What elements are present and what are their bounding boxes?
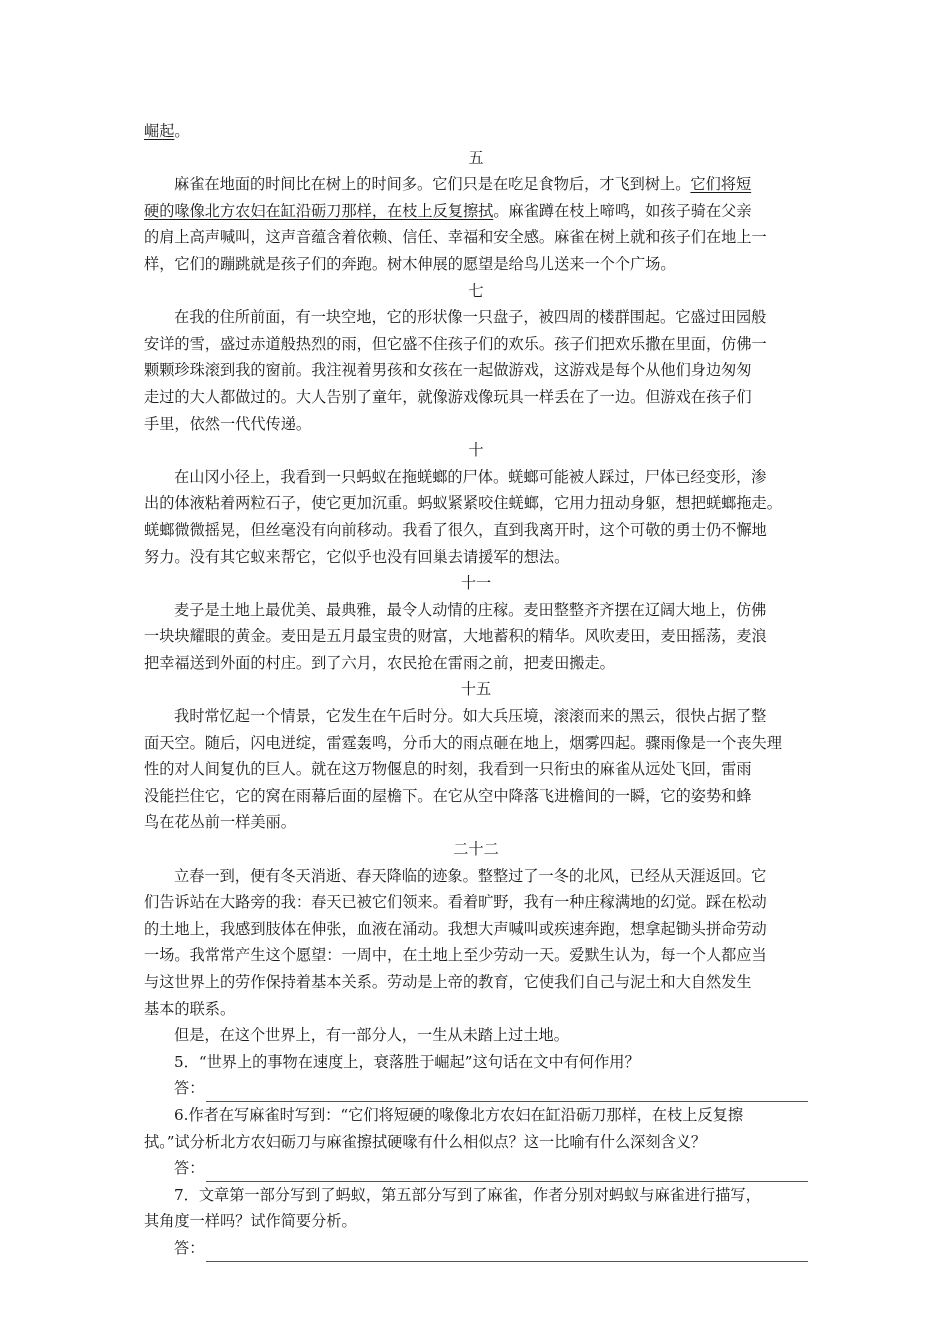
question-text: 其角度一样吗？试作简要分析。	[144, 1212, 357, 1231]
question-text: 5．“世界上的事物在速度上，衰落胜于崛起”这句话在文中有何作用？	[174, 1052, 640, 1071]
underlined-sentence: 它们将短	[690, 175, 752, 194]
answer-blank-line[interactable]	[206, 1244, 808, 1262]
closing-paragraph: 但是，在这个世界上，有一部分人，一生从未踏上过土地。	[174, 1026, 569, 1045]
answer-field[interactable]	[144, 1235, 808, 1262]
answer-field[interactable]	[144, 1075, 808, 1102]
answer-field[interactable]	[144, 1155, 808, 1182]
answer-blank-line[interactable]	[206, 1084, 808, 1102]
question-text: 7．文章第一部分写到了蚂蚁，第五部分写到了麻雀，作者分别对蚂蚁与麻雀进行描写，	[174, 1185, 761, 1204]
section-heading-7: 七	[468, 281, 484, 300]
section-22-paragraph: 立春一到，便有冬天消逝、春天降临的迹象。整整过了一冬的北风，已经从天涯返回。它 们告诉站在大路旁的我：春天已被它们领来。看着旷野，我有一种庄稼满地的幻觉。踩在松动 的土地上，我感到肢体在伸张，血液在涌动。我想大声喊叫或疾速奔跑，想拿起锄头拼命劳动 一场。我常常产生这个愿望：一周中，在土地上至少劳动一天。爱默生认为，每一个人都应当 与这世界上的劳作保持着基本关系。劳动是上帝的教育，它使我们自己与泥土和大自然发生 基本的联系。	[144, 866, 767, 1018]
question-text: 6.作者在写麻雀时写到：“它们将短硬的喙像北方农妇在缸沿砺刀那样，在枝上反复擦	[174, 1105, 744, 1124]
section-15-paragraph: 我时常忆起一个情景，它发生在午后时分。如大兵压境，滚滚而来的黑云，很快占据了整 面天空。随后，闪电迸绽，雷霆轰鸣，分币大的雨点砸在地上，烟雾四起。骤雨像是一个丧失理 性的对人间复仇的巨人。就在这万物偃息的时刻，我看到一只衔虫的麻雀从远处飞回，雷雨 没能拦住它，它的窝在雨幕后面的屋檐下。在它从空中降落飞进檐间的一瞬，它的姿势和蜂 鸟在花丛前一样美丽。	[144, 707, 782, 832]
underlined-word: 崛起	[144, 122, 175, 140]
answer-label: 答：	[174, 1079, 205, 1098]
section-heading-10: 十	[468, 441, 484, 460]
section-11-paragraph: 麦子是土地上最优美、最典雅，最令人动情的庄稼。麦田整整齐齐摆在辽阔大地上，仿佛 一块块耀眼的黄金。麦田是五月最宝贵的财富，大地蓄积的精华。风吹麦田，麦田摇荡，麦浪 把幸福送到外面的村庄。到了六月，农民抢在雷雨之前，把麦田搬走。	[144, 600, 767, 672]
answer-label: 答：	[174, 1159, 205, 1178]
answer-label: 答：	[174, 1238, 205, 1257]
section-10-paragraph: 在山冈小径上，我看到一只蚂蚁在拖蜣螂的尸体。蜣螂可能被人踩过，尸体已经变形，渗 出的体液粘着两粒石子，使它更加沉重。蚂蚁紧紧咬住蜣螂，它用力扭动身躯，想把蜣螂拖走。 蜣螂微微摇晃，但丝毫没有向前移动。我看了很久，直到我离开时，这个可敬的勇士仍不懈地 努力。没有其它蚁来帮它，它似乎也没有回巢去请援军的想法。	[144, 467, 782, 566]
question-6	[144, 1102, 808, 1182]
article-body	[144, 118, 808, 1262]
section-heading-22: 二十二	[453, 840, 499, 859]
section-heading-15: 十五	[460, 680, 492, 699]
section-7-paragraph: 在我的住所前面，有一块空地，它的形状像一只盘子，被四周的楼群围起。它盛过田园般 安详的雪，盛过赤道般热烈的雨，但它盛不住孩子们的欢乐。孩子们把欢乐撒在里面，仿佛一 颗颗珍珠滚到我的窗前。我注视着男孩和女孩在一起做游戏，这游戏是每个从他们身边匆匆 走过的大人都做过的。大人告别了童年，就像游戏像玩具一样丢在了一边。但游戏在孩子们 手里，依然一代代传递。	[144, 308, 767, 433]
question-text: 拭。”试分析北方农妇砺刀与麻雀擦拭硬喙有什么相似点？这一比喻有什么深刻含义？	[144, 1132, 707, 1151]
paragraph-0-tail: 崛起。	[144, 122, 190, 140]
section-heading-11: 十一	[460, 574, 492, 593]
question-5	[144, 1049, 808, 1102]
answer-blank-line[interactable]	[206, 1164, 808, 1182]
section-5-paragraph: 麻雀在地面的时间比在树上的时间多。它们只是在吃足食物后，才飞到树上。它们将短 硬的喙像北方农妇在缸沿砺刀那样，在枝上反复擦拭。麻雀蹲在枝上啼鸣，如孩子骑在父亲 的肩上高声喊叫，这声音蕴含着依赖、信任、幸福和安全感。麻雀在树上就和孩子们在地上一 样，它们的蹦跳就是孩子们的奔跑。树木伸展的愿望是给鸟儿送来一个个广场。	[144, 175, 767, 273]
section-heading-5: 五	[468, 148, 484, 167]
question-7	[144, 1182, 808, 1262]
underlined-sentence: 硬的喙像北方农妇在缸沿砺刀那样，在枝上反复擦拭	[144, 201, 494, 220]
